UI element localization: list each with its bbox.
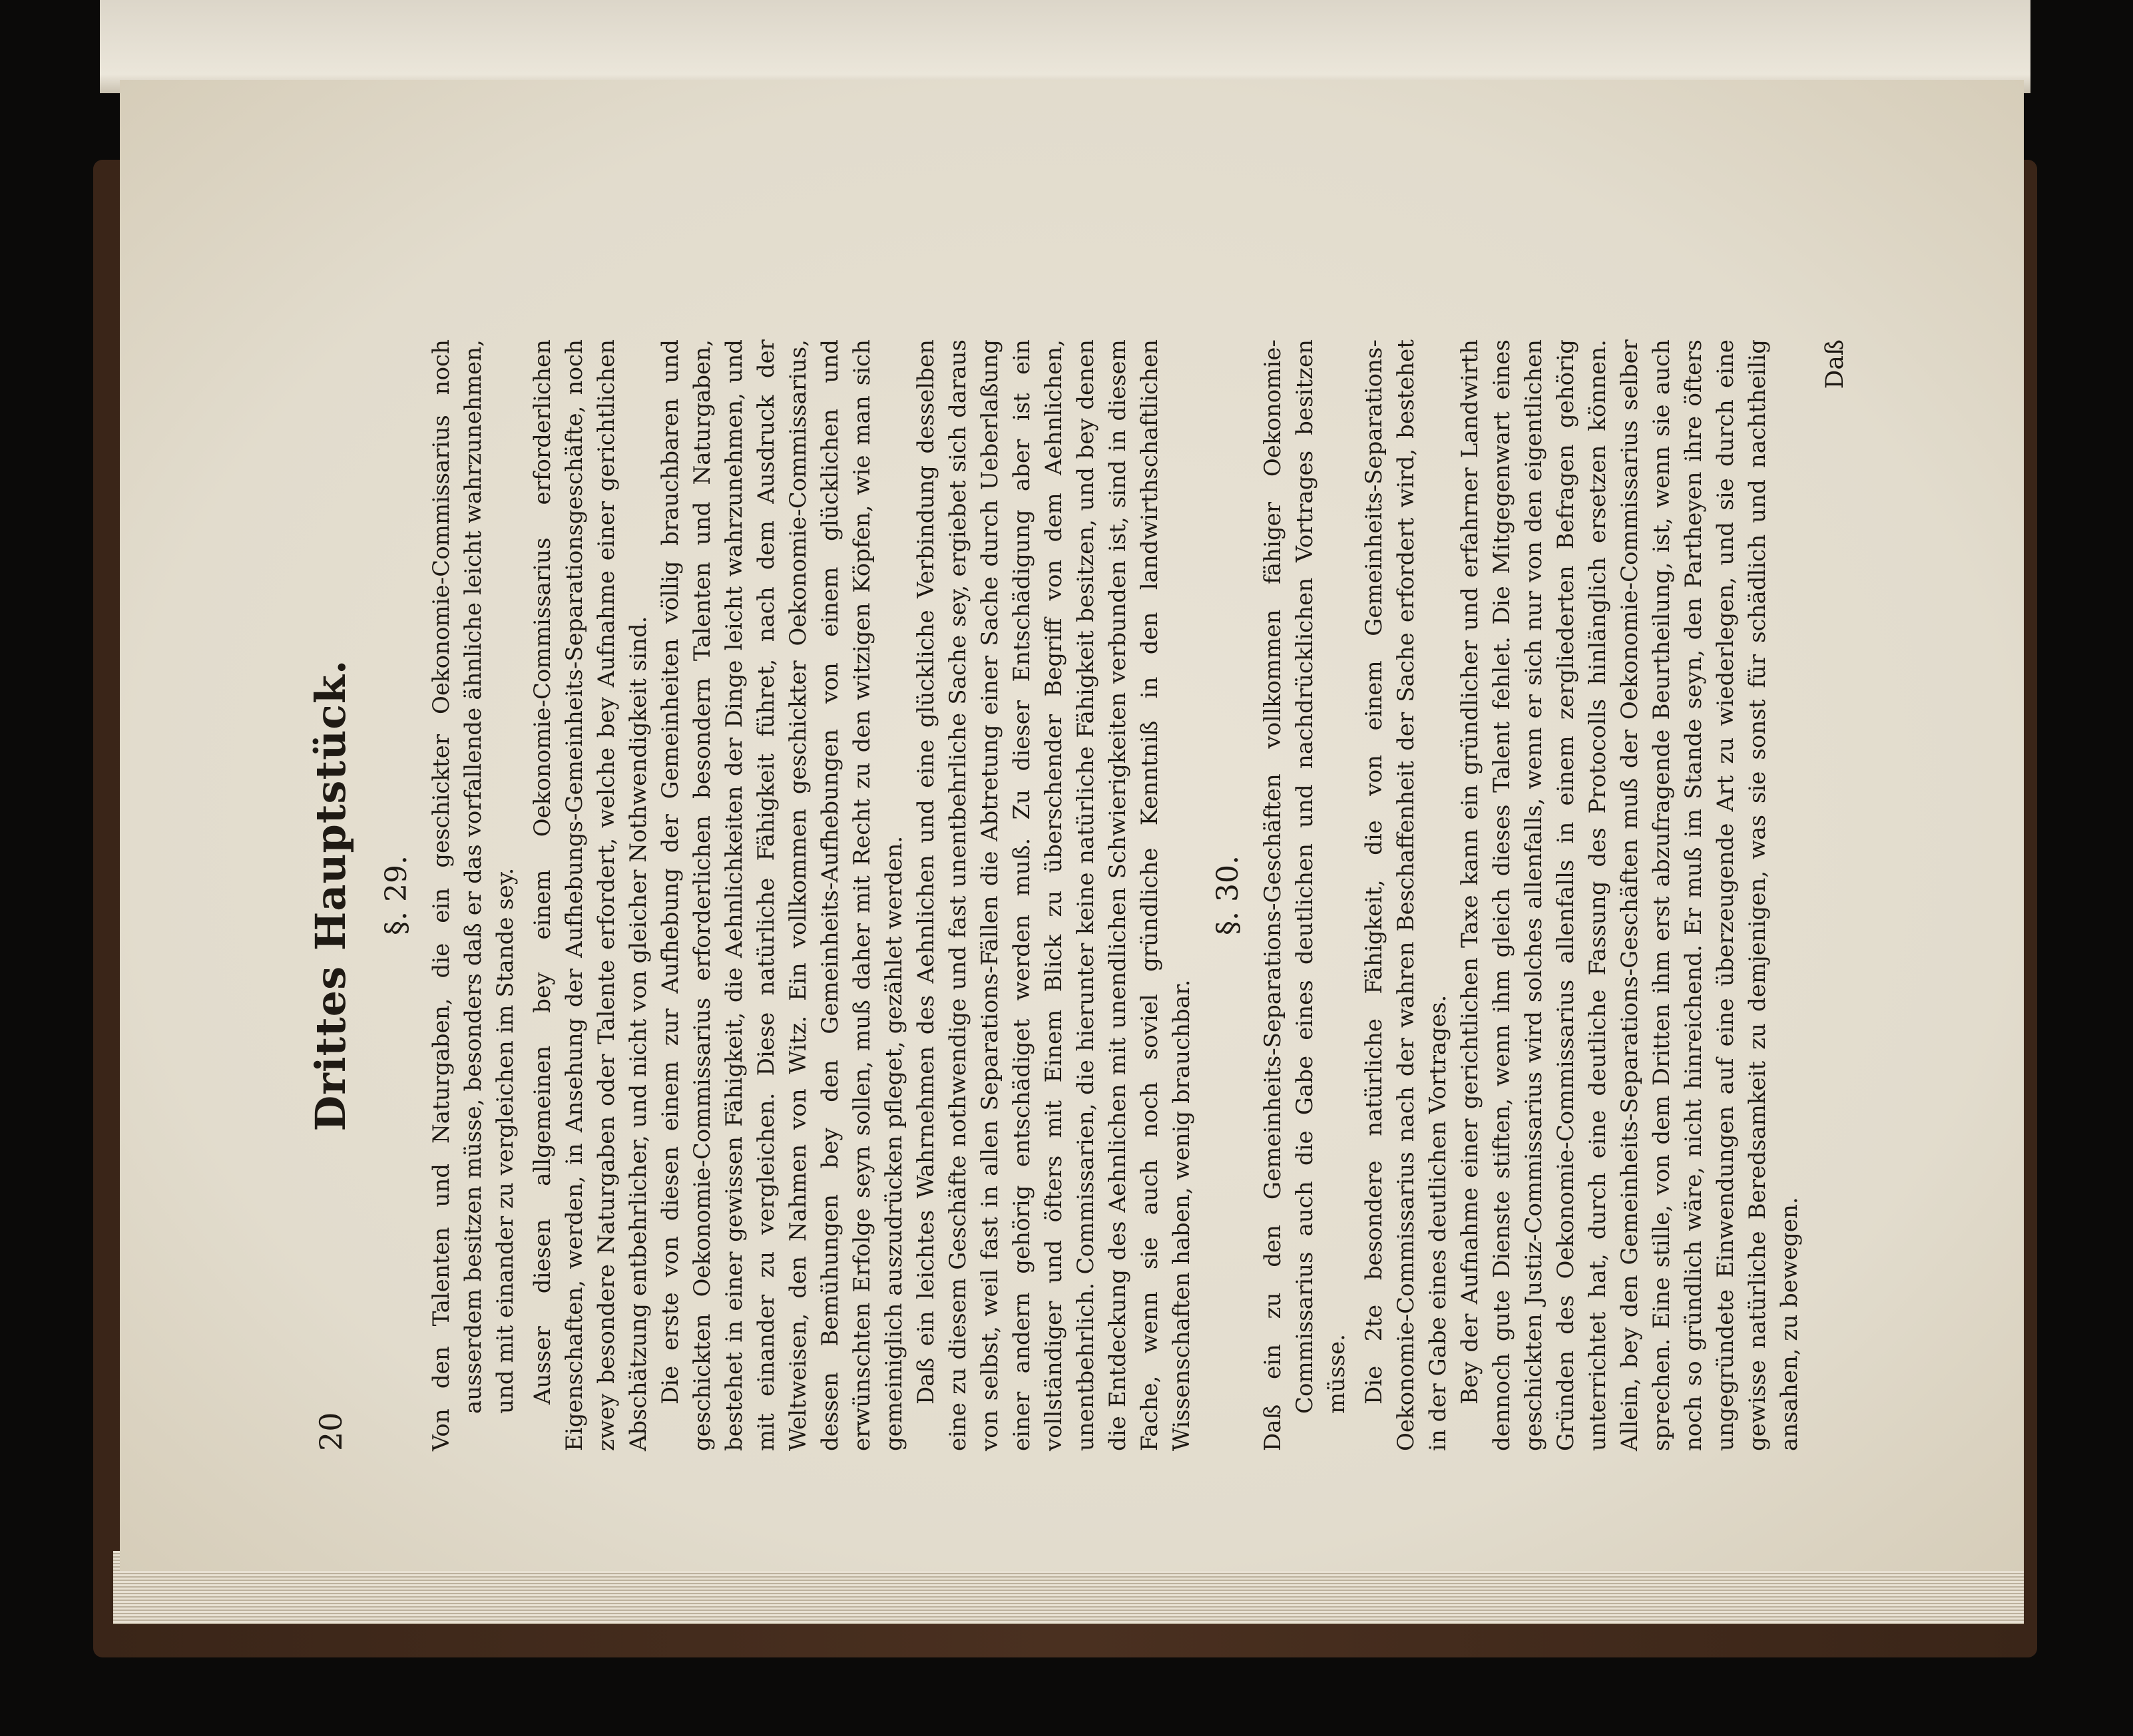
section-mark: §. 29. — [379, 855, 413, 935]
section-mark: §. 30. — [1211, 855, 1245, 935]
book-page — [120, 80, 2024, 1571]
section-summary: Von den Talenten und Naturgaben, die ein geschickter Oekonomie-Commissarius noch ausserdem besitzen müsse, besonders daß er das vorfallende ähnliche leicht wahrzunehmen, und mit einander zu vergleichen im Stande sey. — [428, 339, 519, 1451]
section-29 — [379, 339, 1198, 1451]
catchword: Daß — [1821, 339, 1849, 389]
paragraph: Daß ein leichtes Wahrnehmen des Aehnlichen und eine glückliche Verbindung desselben eine zu diesem Geschäfte nothwendige und fast unentbehrliche Sache sey, ergiebet sich daraus von selbst, weil fast in allen Separations-Fällen die Abtretung einer Sache durch Ueberlaßung einer andern gehörig entschädiget werden muß. Zu dieser Entschädigung aber ist ein vollständiger und öfters mit Einem Blick zu überschender Begriff von dem Aehnlichen, unentbehrlich. Commissarien, die hierunter keine natürliche Fähigkeit besitzen, und bey denen die Entdeckung des Aehnlichen mit unendlichen Schwierigkeiten verbunden ist, sind in diesem Fache, wenn sie auch noch soviel gründliche Kenntniß in den landwirthschaftlichen Wissenschaften haben, wenig brauchbar. — [913, 339, 1195, 1451]
section-summary: Daß ein zu den Gemeinheits-Separations-Geschäften vollkommen fähiger Oekonomie-Commissarius auch die Gabe eines deutlichen und nachdrücklichen Vortrages besitzen müsse. — [1260, 339, 1350, 1451]
paragraph: Die erste von diesen einem zur Aufhebung der Gemeinheiten völlig brauchbaren und geschickten Oekonomie-Commissarius erforderlichen besondern Talenten und Naturgaben, bestehet in einer gewissen Fähigkeit, die Aehnlichkeiten der Dinge leicht wahrzunehmen, und mit einander zu vergleichen. Diese natürliche Fähigkeit führet, nach dem Ausdruck der Weltweisen, den Nahmen von Witz. Ein vollkommen geschickter Oekonomie-Commissarius, dessen Bemühungen bey den Gemeinheits-Aufhebungen von einem glücklichen und erwünschten Erfolge seyn sollen, muß daher mit Recht zu den witzigen Köpfen, wie man sich gemeiniglich auszudrücken pfleget, gezählet werden. — [657, 339, 907, 1451]
facing-page-edge — [100, 0, 2030, 93]
paragraph: Bey der Aufnahme einer gerichtlichen Taxe kann ein gründlicher und erfahrner Landwirth dennoch gute Dienste stiften, wenn ihm gleich dieses Talent fehlet. Die Mitgegenwart eines geschickten Justiz-Commissarius wird solches allenfalls, wenn er sich nur von den eigentlichen Gründen des Oekonomie-Commissarius allenfalls in einem zergliederten Befragen gehörig unterrichtet hat, durch eine deutliche Fassung des Protocolls hinlänglich ersetzen können. Allein, bey den Gemeinheits-Separations-Geschäften muß der Oekonomie-Commissarius selber sprechen. Eine stille, von dem Dritten ihm erst abzufragende Beurtheilung, ist, wenn sie auch noch so gründlich wäre, nicht hinreichend. Er muß im Stande seyn, den Partheyen ihre öfters ungegründete Einwendungen auf eine überzeugende Art zu wiederlegen, und sie durch eine gewisse natürliche Beredsamkeit zu demjenigen, was sie sonst für schädlich und nachtheilig ansahen, zu bewegen. — [1457, 339, 1803, 1451]
section-30 — [1211, 339, 1805, 1451]
page-number: 20 — [313, 1412, 349, 1451]
page-header — [306, 339, 366, 1451]
running-title: Drittes Hauptstück. — [306, 659, 355, 1132]
paragraph: Ausser diesen allgemeinen bey einem Oekonomie-Commissarius erforderlichen Eigenschaften, werden, in Ansehung der Aufhebungs-Gemeinheits-Separationsgeschäfte, noch zwey besondere Naturgaben oder Talente erfordert, welche bey Aufnahme einer gerichtlichen Abschätzung entbehrlicher, und nicht von gleicher Nothwendigkeit sind. — [529, 339, 652, 1451]
paragraph: Die 2te besondere natürliche Fähigkeit, die von einem Gemeinheits-Separations-Oekonomie-Commissarius nach der wahren Beschaffenheit der Sache erfordert wird, bestehet in der Gabe eines deutlichen Vortrages. — [1361, 339, 1451, 1451]
rotated-text-block — [306, 339, 1851, 1451]
